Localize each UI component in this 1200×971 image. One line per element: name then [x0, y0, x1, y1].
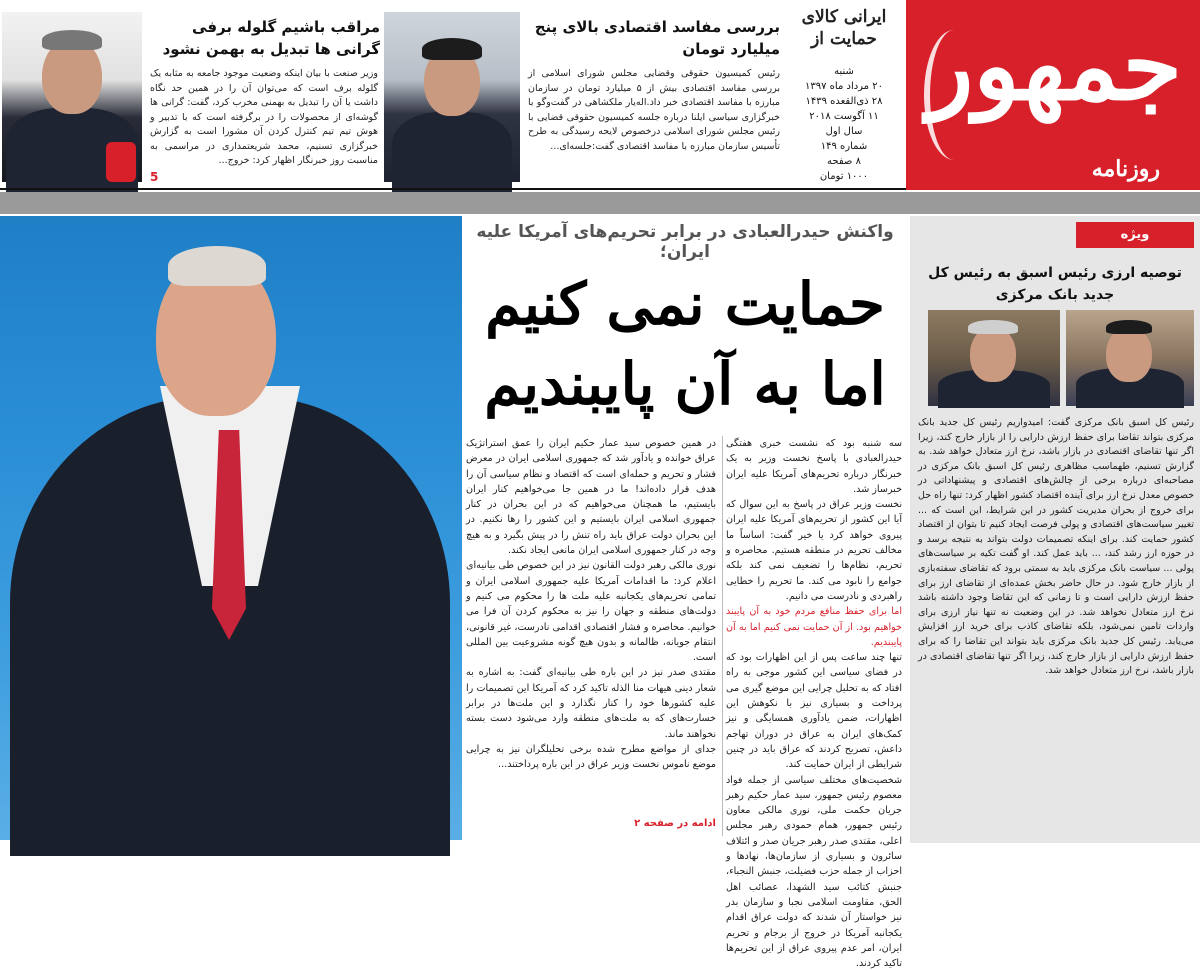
sidebar-photo [1066, 310, 1194, 406]
article-paragraph: تنها چند ساعت پس از این اظهارات بود که در فضای سیاسی این کشور موجی به راه افتاد که به تحلیل چرایی این موضع گیری می پرداخت و بسیاری نیز با نکوهش این اظهارات، ضمن یادآوری همسایگی و نیز کمک‌های ایران به عراق در دوران تهاجم داعش، تصریح کردند که عراق باید در چنین شرایطی از ایران حمایت کند. [726, 652, 902, 771]
issue-year: سال اول [825, 126, 863, 137]
teaser-body: رئیس کمیسیون حقوقی وقضایی مجلس شورای اسلامی از بررسی مفاسد اقتصادی بیش از ۵ میلیارد تومان در سازمان مبارزه با مفاسد اقتصادی خبر داد.اله‌یار ملکشاهی در گفت‌وگو با خبرگزاری سیاسی ایلنا درباره جلسه کمیسیون حقوقی قضایی با رئیس مجلس شورای اسلامی درخصوص لایحه رسیدگی به طرح تأسیس سازمان مبارزه با مفاسد اقتصادی گفت:جلسه‌ای... [528, 68, 780, 152]
issue-date-hijri: ۲۸ ذی‌القعده ۱۴۳۹ [805, 96, 883, 107]
issue-date-gregorian: ۱۱ آگوست ۲۰۱۸ [809, 111, 879, 122]
newspaper-logo-sub: روزنامه [1091, 156, 1160, 182]
teaser-photo [384, 12, 520, 182]
article-highlight: اما برای حفظ منافع مردم خود به آن پایبند خواهیم بود. از آن حمایت نمی کنیم اما به آن پایبندیم. [726, 606, 902, 648]
teaser-headline[interactable]: مراقب باشیم گلوله برفی گرانی ها تبدیل به بهمن نشود [162, 18, 380, 58]
article-paragraph: نخست وزیر عراق در پاسخ به این سوال که آیا این کشور از تحریم‌های آمریکا علیه ایران پیروی خواهد کرد یا خیر گفت: اساساً ما مخالف تحریم در منطقه هستیم. محاصره و تحریم، نظام‌ها را تضعیف نمی کند بلکه جوامع را نابود می کند. ما تحریم را خطایی راهبردی و نادرست می دانیم. [726, 499, 902, 602]
calligraphy-slogan: ایرانی کالای حمایت از [801, 7, 887, 49]
teaser-photo [2, 12, 142, 182]
main-kicker: واکنش حیدرالعبادی در برابر تحریم‌های آمریکا علیه ایران؛ [476, 222, 894, 262]
column-rule [722, 436, 723, 836]
main-photo [0, 216, 462, 840]
page-reference: 5 [150, 170, 159, 184]
sidebar-headline[interactable]: توصیه ارزی رئیس اسبق به رئیس کل جدید بانک مرکزی [928, 265, 1182, 303]
section-divider [0, 192, 1200, 214]
issue-date-persian: ۲۰ مرداد ماه ۱۳۹۷ [805, 81, 883, 92]
article-paragraph: شخصیت‌های مختلف سیاسی از جمله فواد معصوم رئیس جمهور، سید عمار حکیم رهبر جریان حکمت ملی، نوری مالکی معاون رئیس جمهور، همام حمودی رهبر مجلس اعلی، مقتدی صدر رهبر جریان صدر و ائتلاف سائرون و بسیاری از سازمان‌ها، نهادها و احزاب از جمله حزب فضیلت، جنبش النجباء، جنبش کتائب سید الشهدا، عصائب اهل الحق، مقاومت اسلامی نجبا و سازمان بدر نیز خواستار آن شدند که دولت عراق اقدام یکجانبه آمریکا در خروج از برجام و تحریم ایران، امر عدم پیروی عراق از این تحریم‌ها تاکید کردند. [726, 774, 902, 970]
top-rule [0, 188, 906, 190]
issue-number: شماره ۱۴۹ [820, 141, 868, 152]
article-paragraph: در همین خصوص سید عمار حکیم ایران را عمق استراتژیک عراق خوانده و یادآور شد که جمهوری اسلامی ایران در معرض فشار و تحریم و حمله‌ای است که اقتصاد و نظام سیاسی آن را هدف قرار داده‌اند! ما در همین جا می‌خواهیم کنار ایران بایستیم، ما همچنان می‌خواهیم که در این بحران در کنار جمهوری اسلامی ایران بایستیم و این کشور را رها نکنیم. در این بحران دولت عراق باید راه تنش را در پیش بگیرد و به هیچ وجه در کنار جمهوری اسلامی ایران مانعی ایجاد نکند. [466, 438, 716, 557]
masthead [906, 0, 1200, 190]
sidebar-photo [928, 310, 1060, 406]
article-paragraph: نوری مالکی رهبر دولت القانون نیز در این خصوص طی بیانیه‌ای اعلام کرد: ما اقدامات آمریکا علیه جمهوری اسلامی ایران و تمامی تحریم‌های یکجانبه علیه ملت ها را محکوم می کنیم و دولت‌های منطقه و جهان را نیز به محکوم کردن آن فرا می خوانیم. محاصره و فشار اقتصادی اقدامی نادرست، غیر قانونی، انتقام جویانه، ظالمانه و بدون هیچ گونه مشروعیت بین المللی است. [466, 560, 716, 664]
special-badge: ویژه [1076, 222, 1194, 248]
teaser-headline[interactable]: بررسی مفاسد اقتصادی بالای پنج میلیارد تومان [534, 18, 780, 58]
continue-link[interactable]: ادامه در صفحه ۲ [634, 818, 716, 829]
issue-info [790, 6, 898, 186]
article-column-left [466, 436, 716, 826]
newspaper-logo: جمهور [926, 9, 1182, 122]
issue-price: ۱۰۰۰ تومان [819, 171, 869, 182]
sidebar-body: رئیس کل اسبق بانک مرکزی گفت: امیدواریم رئیس کل جدید بانک مرکزی بتواند تقاضا برای حفظ ارزش دارایی را از بازار خارج کند، زیرا اگر تنها تقاضای اقتصادی در بازار باشد، نرخ ارز متعادل خواهد شد. به گزارش تسنیم، طهماسب مظاهری رئیس کل اسبق بانک مرکزی در مصاحبه‌ای درباره برخی از چالش‌های اقتصادی و پیشنهاداتی در خصوص معدل نرخ ارز برای آینده اقتصاد کشور اظهار کرد: تنها راه حل برای خروج از بحران مدیریت کشور در این شرایط، این است که ... تغییر سیاست‌های اقتصادی و پولی فرصت ایجاد کنیم تا بتوان از اقتصاد کشور حمایت کند. برای اینکه تصمیمات دولت بتواند به نتیجه برسد و در حوزه ارز رشد کند، ... باید عمل کند. او گفت تکیه بر سیاست‌های پولی ... سیاست بانک مرکزی باید به سمتی برود که تقاضای سفته‌بازی از بازار خارج شود. در حال حاضر بخش عمده‌ای از تقاضای ارز برای حفظ ارزش دارایی است و تا زمانی که این تقاضا وجود داشته باشد نرخ ارز متعادل نخواهد شد. در این وضعیت نه تنها نیاز ارزی برای واردات تامین نمی‌شود، بلکه تقاضای کاذب برای خرید ارز افزایش می‌یابد. رئیس کل جدید بانک مرکزی باید بتواند این تقاضا را که برای حفظ ارزش دارایی از بازار خارج کند، زیرا اگر تنها تقاضای اقتصادی در بازار باشد، نرخ ارز متعادل خواهد شد. [918, 417, 1194, 677]
main-headline-line1[interactable]: حمایت نمی کنیم [485, 270, 885, 338]
issue-pages: ۸ صفحه [827, 156, 861, 167]
teaser-body: وزیر صنعت با بیان اینکه وضعیت موجود جامعه به مثابه یک گلوله برف است که می‌توان آن را در همین حد نگاه داشت یا آن را تبدیل به بهمنی مخرب کرد، گفت: گرانی ها گوشه‌ای از محصولات را در برگرفته است که با تدبیر و هوش تیم تیم کنترل کردن آن مشورا است به گزارش خبرگزاری تسنیم، محمد شریعتمداری در مراسمی به مناسبت روز خبرنگار اظهار کرد: خروج... [150, 68, 378, 166]
main-headline-line2[interactable]: اما به آن پایبندیم [484, 350, 886, 418]
issue-day: شنبه [834, 66, 854, 77]
article-paragraph: جدای از مواضع مطرح شده برخی تحلیلگران نیز به چرایی موضع ناموس نخست وزیر عراق در این باره پرداختند... [466, 743, 716, 771]
article-paragraph: مقتدی صدر نیز در این باره طی بیانیه‌ای گفت: به اشاره به شعار دینی هیهات منا الذله تاکید کرد که آمریکا این تصمیمات را علیه کشورها خود را کنار نگذارد و این ملت‌ها در برابر خسارت‌های که به ملت‌های منطقه وارد می‌شود دست بسته نخواهند ماند. [466, 667, 716, 740]
article-column-right [726, 436, 902, 970]
article-paragraph: سه شنبه بود که نشست خبری هفتگی حیدرالعبادی با پاسخ نخست وزیر به یک خبرنگار درباره تحریم‌های آمریکا علیه ایران خبرساز شد. [726, 438, 902, 495]
